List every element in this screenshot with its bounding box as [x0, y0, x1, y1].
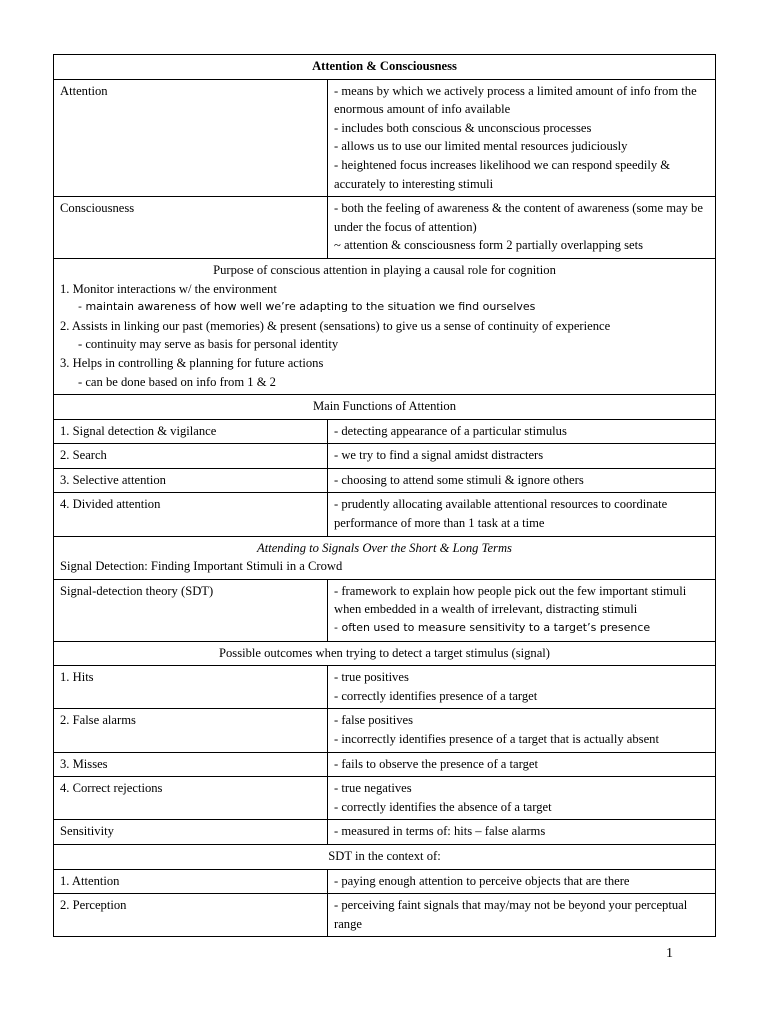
- definition-line: ~ attention & consciousness form 2 partially overlapping sets: [334, 238, 644, 253]
- term-cell: 4. Correct rejections: [54, 777, 328, 820]
- section-heading: Main Functions of Attention: [54, 395, 716, 420]
- section-heading-row: [54, 641, 716, 666]
- definition-line: - true negatives: [334, 781, 412, 796]
- definition-cell: [328, 666, 716, 709]
- section-heading: Possible outcomes when trying to detect a target stimulus (signal): [54, 641, 716, 666]
- table-row: [54, 419, 716, 444]
- purpose-section: [54, 258, 716, 394]
- definition-cell: - perceiving faint signals that may/may not be beyond your perceptual range: [328, 894, 716, 937]
- definition-line: - incorrectly identifies presence of a target that is actually absent: [334, 732, 659, 746]
- table-title: Attention & Consciousness: [54, 55, 716, 80]
- page-number: 1: [666, 946, 673, 961]
- list-item: 3. Helps in controlling & planning for future actions: [60, 355, 324, 370]
- table-row: [54, 709, 716, 752]
- definition-cell: [328, 709, 716, 752]
- definition-cell: [328, 197, 716, 259]
- term-cell: 1. Signal detection & vigilance: [54, 419, 328, 444]
- definition-line: - false positives: [334, 713, 414, 728]
- term-cell: Signal-detection theory (SDT): [54, 579, 328, 641]
- term-cell: 2. Perception: [54, 894, 328, 937]
- term-cell: 1. Hits: [54, 666, 328, 709]
- section-heading-row: [54, 395, 716, 420]
- table-row: [54, 666, 716, 709]
- term-cell: Sensitivity: [54, 820, 328, 845]
- list-subitem: - continuity may serve as basis for personal identity: [78, 337, 339, 352]
- definition-line: - often used to measure sensitivity to a target’s presence: [334, 621, 651, 635]
- table-row: [54, 444, 716, 469]
- list-subitem: - maintain awareness of how well we’re adapting to the situation we find ourselves: [78, 300, 536, 314]
- definition-line: - allows us to use our limited mental resources judiciously: [334, 139, 628, 154]
- section-heading-row: [54, 844, 716, 869]
- definition-line: - measured in terms of: hits – false alarms: [334, 824, 546, 839]
- section-subheading: Signal Detection: Finding Important Stimuli in a Crowd: [60, 559, 343, 574]
- section-heading: Purpose of conscious attention in playing a causal role for cognition: [213, 262, 556, 277]
- definition-cell: - detecting appearance of a particular stimulus: [328, 419, 716, 444]
- table-row: [54, 79, 716, 197]
- signals-section: [54, 536, 716, 579]
- table-row: [54, 820, 716, 845]
- term-cell: 4. Divided attention: [54, 493, 328, 536]
- purpose-cell: [54, 258, 716, 394]
- term-cell: Attention: [54, 79, 328, 197]
- definition-line: - heightened focus increases likelihood we can respond speedily & accurately to interesting stimuli: [334, 157, 671, 191]
- list-item: 2. Assists in linking our past (memories) & present (sensations) to give us a sense of continuity of experience: [60, 318, 611, 333]
- title-row: [54, 55, 716, 80]
- definition-line: - means by which we actively process a limited amount of info from the enormous amount of info available: [334, 83, 697, 117]
- definition-line: - correctly identifies the absence of a target: [334, 799, 552, 814]
- definition-line: - includes both conscious & unconscious processes: [334, 120, 592, 135]
- list-subitem: - can be done based on info from 1 & 2: [78, 374, 276, 389]
- definition-cell: - we try to find a signal amidst distracters: [328, 444, 716, 469]
- definition-cell: - choosing to attend some stimuli & ignore others: [328, 468, 716, 493]
- definition-cell: [328, 820, 716, 845]
- table-row: [54, 197, 716, 259]
- term-cell: 1. Attention: [54, 869, 328, 894]
- table-row: [54, 869, 716, 894]
- definition-line: - framework to explain how people pick out the few important stimuli when embedded in a wealth of irrelevant, distracting stimuli: [334, 583, 687, 617]
- table-row: [54, 468, 716, 493]
- definition-line: - true positives: [334, 670, 409, 685]
- table-row: [54, 579, 716, 641]
- term-cell: Consciousness: [54, 197, 328, 259]
- term-cell: 3. Misses: [54, 752, 328, 777]
- definition-cell: - prudently allocating available attentional resources to coordinate performance of more than 1 task at a time: [328, 493, 716, 536]
- definition-line: - both the feeling of awareness & the content of awareness (some may be under the focus of attention): [334, 201, 703, 234]
- table-row: [54, 894, 716, 937]
- table-row: [54, 752, 716, 777]
- table-row: [54, 493, 716, 536]
- list-item: 1. Monitor interactions w/ the environment: [60, 281, 277, 296]
- term-cell: 2. False alarms: [54, 709, 328, 752]
- term-cell: 3. Selective attention: [54, 468, 328, 493]
- section-heading: Attending to Signals Over the Short & Long Terms: [257, 540, 512, 555]
- definition-cell: - paying enough attention to perceive objects that are there: [328, 869, 716, 894]
- section-heading: SDT in the context of:: [54, 844, 716, 869]
- table-row: [54, 777, 716, 820]
- definition-cell: [328, 579, 716, 641]
- definition-line: - fails to observe the presence of a target: [334, 756, 538, 771]
- definition-line: - correctly identifies presence of a target: [334, 688, 538, 703]
- signals-cell: [54, 536, 716, 579]
- notes-table: [53, 54, 716, 937]
- definition-cell: [328, 79, 716, 197]
- definition-cell: [328, 777, 716, 820]
- definition-cell: [328, 752, 716, 777]
- term-cell: 2. Search: [54, 444, 328, 469]
